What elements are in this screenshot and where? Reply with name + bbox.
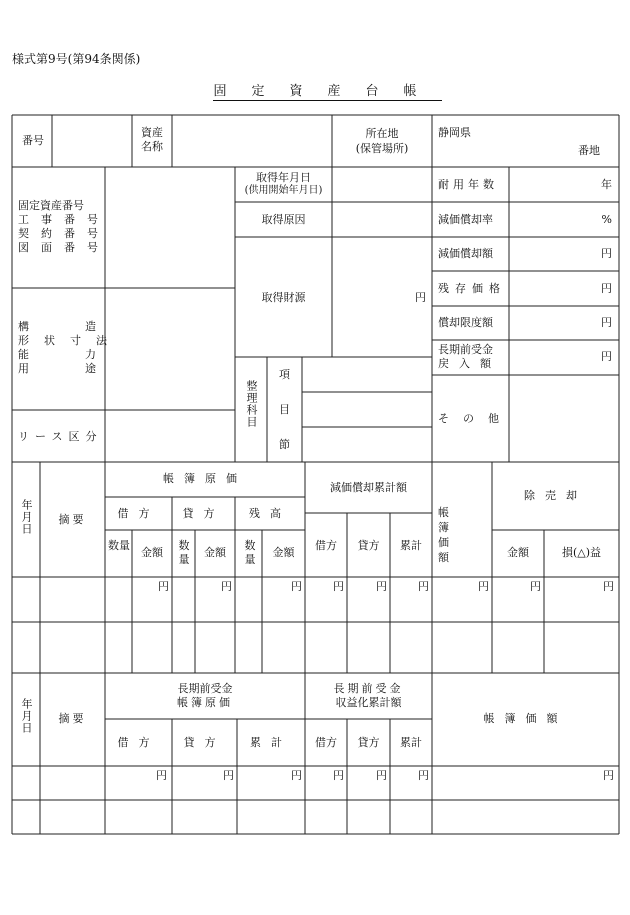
yen-mark: 円 [291, 580, 302, 593]
acquisition-date-label: 取得年月日 [256, 171, 311, 184]
ledger1-debit-label: 借方 [117, 507, 160, 520]
book-value-label: 帳簿価額 [438, 506, 469, 564]
structure-text: 構造 [18, 320, 152, 333]
credit-quantity-label: 数量 [178, 539, 190, 566]
depreciation-amount-label: 減価償却額 [438, 247, 493, 260]
drawing-number-label: 図面番号 [18, 241, 110, 254]
yen-mark: 円 [333, 580, 344, 593]
shape-dimension-label: 形状寸法 [18, 334, 122, 347]
balance-quantity-label: 数量 [244, 539, 256, 566]
yen-mark: 円 [418, 580, 429, 593]
ledger1-balance-label: 残高 [249, 507, 291, 520]
yen-mark: 円 [333, 769, 344, 782]
acquisition-date-sub-label: (供用開始年月日) [244, 185, 323, 196]
ledger2-debit-label: 借方 [117, 736, 160, 749]
reversal-amount-label: 戻入額 [438, 357, 501, 370]
yen-mark: 円 [603, 769, 614, 782]
form-caption: 様式第9号(第94条関係) [12, 52, 141, 66]
ledger2-book-value-label: 帳簿価額 [483, 712, 568, 725]
prefecture-text: 静岡県 [438, 126, 471, 139]
disposal-amount-label: 金額 [507, 546, 529, 559]
location-label: 所在地 [365, 127, 399, 140]
item-setsu-label: 節 [279, 438, 290, 451]
others-label: その他 [438, 412, 513, 425]
ledger1-credit-label: 貸方 [182, 507, 225, 520]
item-kou-label: 項 [279, 368, 290, 381]
disposal-label: 除売却 [524, 489, 587, 502]
construction-number-label: 工事番号 [18, 213, 110, 226]
acquisition-source-label: 取得財源 [261, 291, 306, 304]
long-term-advance-label: 長期前受金 [438, 343, 493, 356]
yen-mark: 円 [530, 580, 541, 593]
ledger2-date-label: 年月日 [20, 698, 33, 734]
ledger1-summary-label: 摘要 [58, 513, 87, 526]
lease-class-label: リース区分 [18, 430, 103, 443]
yen-mark: 円 [291, 769, 302, 782]
credit-amount-label: 金額 [204, 546, 226, 559]
yen-mark: 円 [221, 580, 232, 593]
fixed-asset-number-label: 固定資産番号 [18, 199, 84, 212]
dep-debit-label: 借方 [315, 539, 337, 552]
depreciation-amount-yen: 円 [601, 247, 612, 260]
asset-name-label: 資産名称 [141, 126, 163, 153]
banchi-text: 番地 [578, 144, 600, 157]
useful-life-label: 耐用年数 [438, 178, 498, 191]
dep-credit-label: 貸方 [357, 539, 380, 552]
yen-mark: 円 [418, 769, 429, 782]
yen-mark: 円 [158, 580, 169, 593]
residual-value-label: 残存価格 [438, 282, 506, 295]
item-moku-label: 目 [279, 403, 290, 416]
lease-class-field[interactable] [105, 410, 235, 462]
capacity-label: 能力 [18, 348, 152, 361]
yen-mark: 円 [376, 580, 387, 593]
ledger2-summary-label: 摘要 [58, 712, 87, 725]
book-original-value-label: 帳簿原価 [163, 472, 247, 485]
yen-mark: 円 [223, 769, 234, 782]
acquisition-cause-label: 取得原因 [261, 213, 306, 226]
lt-book-original-line1: 長期前受金 [177, 682, 233, 695]
depreciation-rate-unit: % [601, 213, 612, 226]
number-label: 番号 [22, 134, 44, 147]
debit-amount-label: 金額 [141, 546, 163, 559]
asset-name-field[interactable] [172, 120, 332, 166]
use-label: 用途 [18, 362, 152, 375]
inc-debit-label: 借方 [315, 736, 337, 749]
accumulated-depreciation-label: 減価償却累計額 [330, 481, 407, 494]
number-field[interactable] [52, 120, 132, 166]
lt-income-line2: 収益化累計額 [335, 696, 402, 709]
ledger2-total-label: 累計 [250, 736, 292, 749]
balance-amount-label: 金額 [272, 546, 295, 559]
inc-credit-label: 貸方 [357, 736, 380, 749]
yen-mark: 円 [156, 769, 167, 782]
yen-mark: 円 [478, 580, 489, 593]
depreciation-rate-label: 減価償却率 [438, 213, 493, 226]
reversal-amount-yen: 円 [601, 350, 612, 363]
acquisition-source-yen: 円 [415, 291, 426, 304]
yen-mark: 円 [603, 580, 614, 593]
ledger1-date-label: 年月日 [20, 499, 33, 535]
gain-loss-label: 損(△)益 [561, 546, 602, 559]
adjustment-subject-label: 整理科目 [245, 380, 258, 428]
contract-number-label: 契約番号 [18, 227, 110, 240]
debit-quantity-label: 数量 [108, 539, 130, 552]
residual-value-yen: 円 [601, 282, 612, 295]
dep-total-label: 累計 [400, 539, 422, 552]
inc-total-label: 累計 [400, 736, 422, 749]
document-title-text: 固定資産台帳 [213, 84, 442, 99]
structure-label [18, 320, 152, 334]
lt-income-line1: 長期前受金 [333, 682, 404, 695]
depreciation-limit-label: 償却限度額 [438, 316, 493, 329]
yen-mark: 円 [376, 769, 387, 782]
location-sub-label: (保管場所) [355, 142, 409, 155]
useful-life-unit: 年 [601, 178, 612, 191]
lt-book-original-line2: 帳簿原価 [177, 696, 233, 709]
ledger2-credit-label: 貸方 [183, 736, 226, 749]
depreciation-limit-yen: 円 [601, 316, 612, 329]
